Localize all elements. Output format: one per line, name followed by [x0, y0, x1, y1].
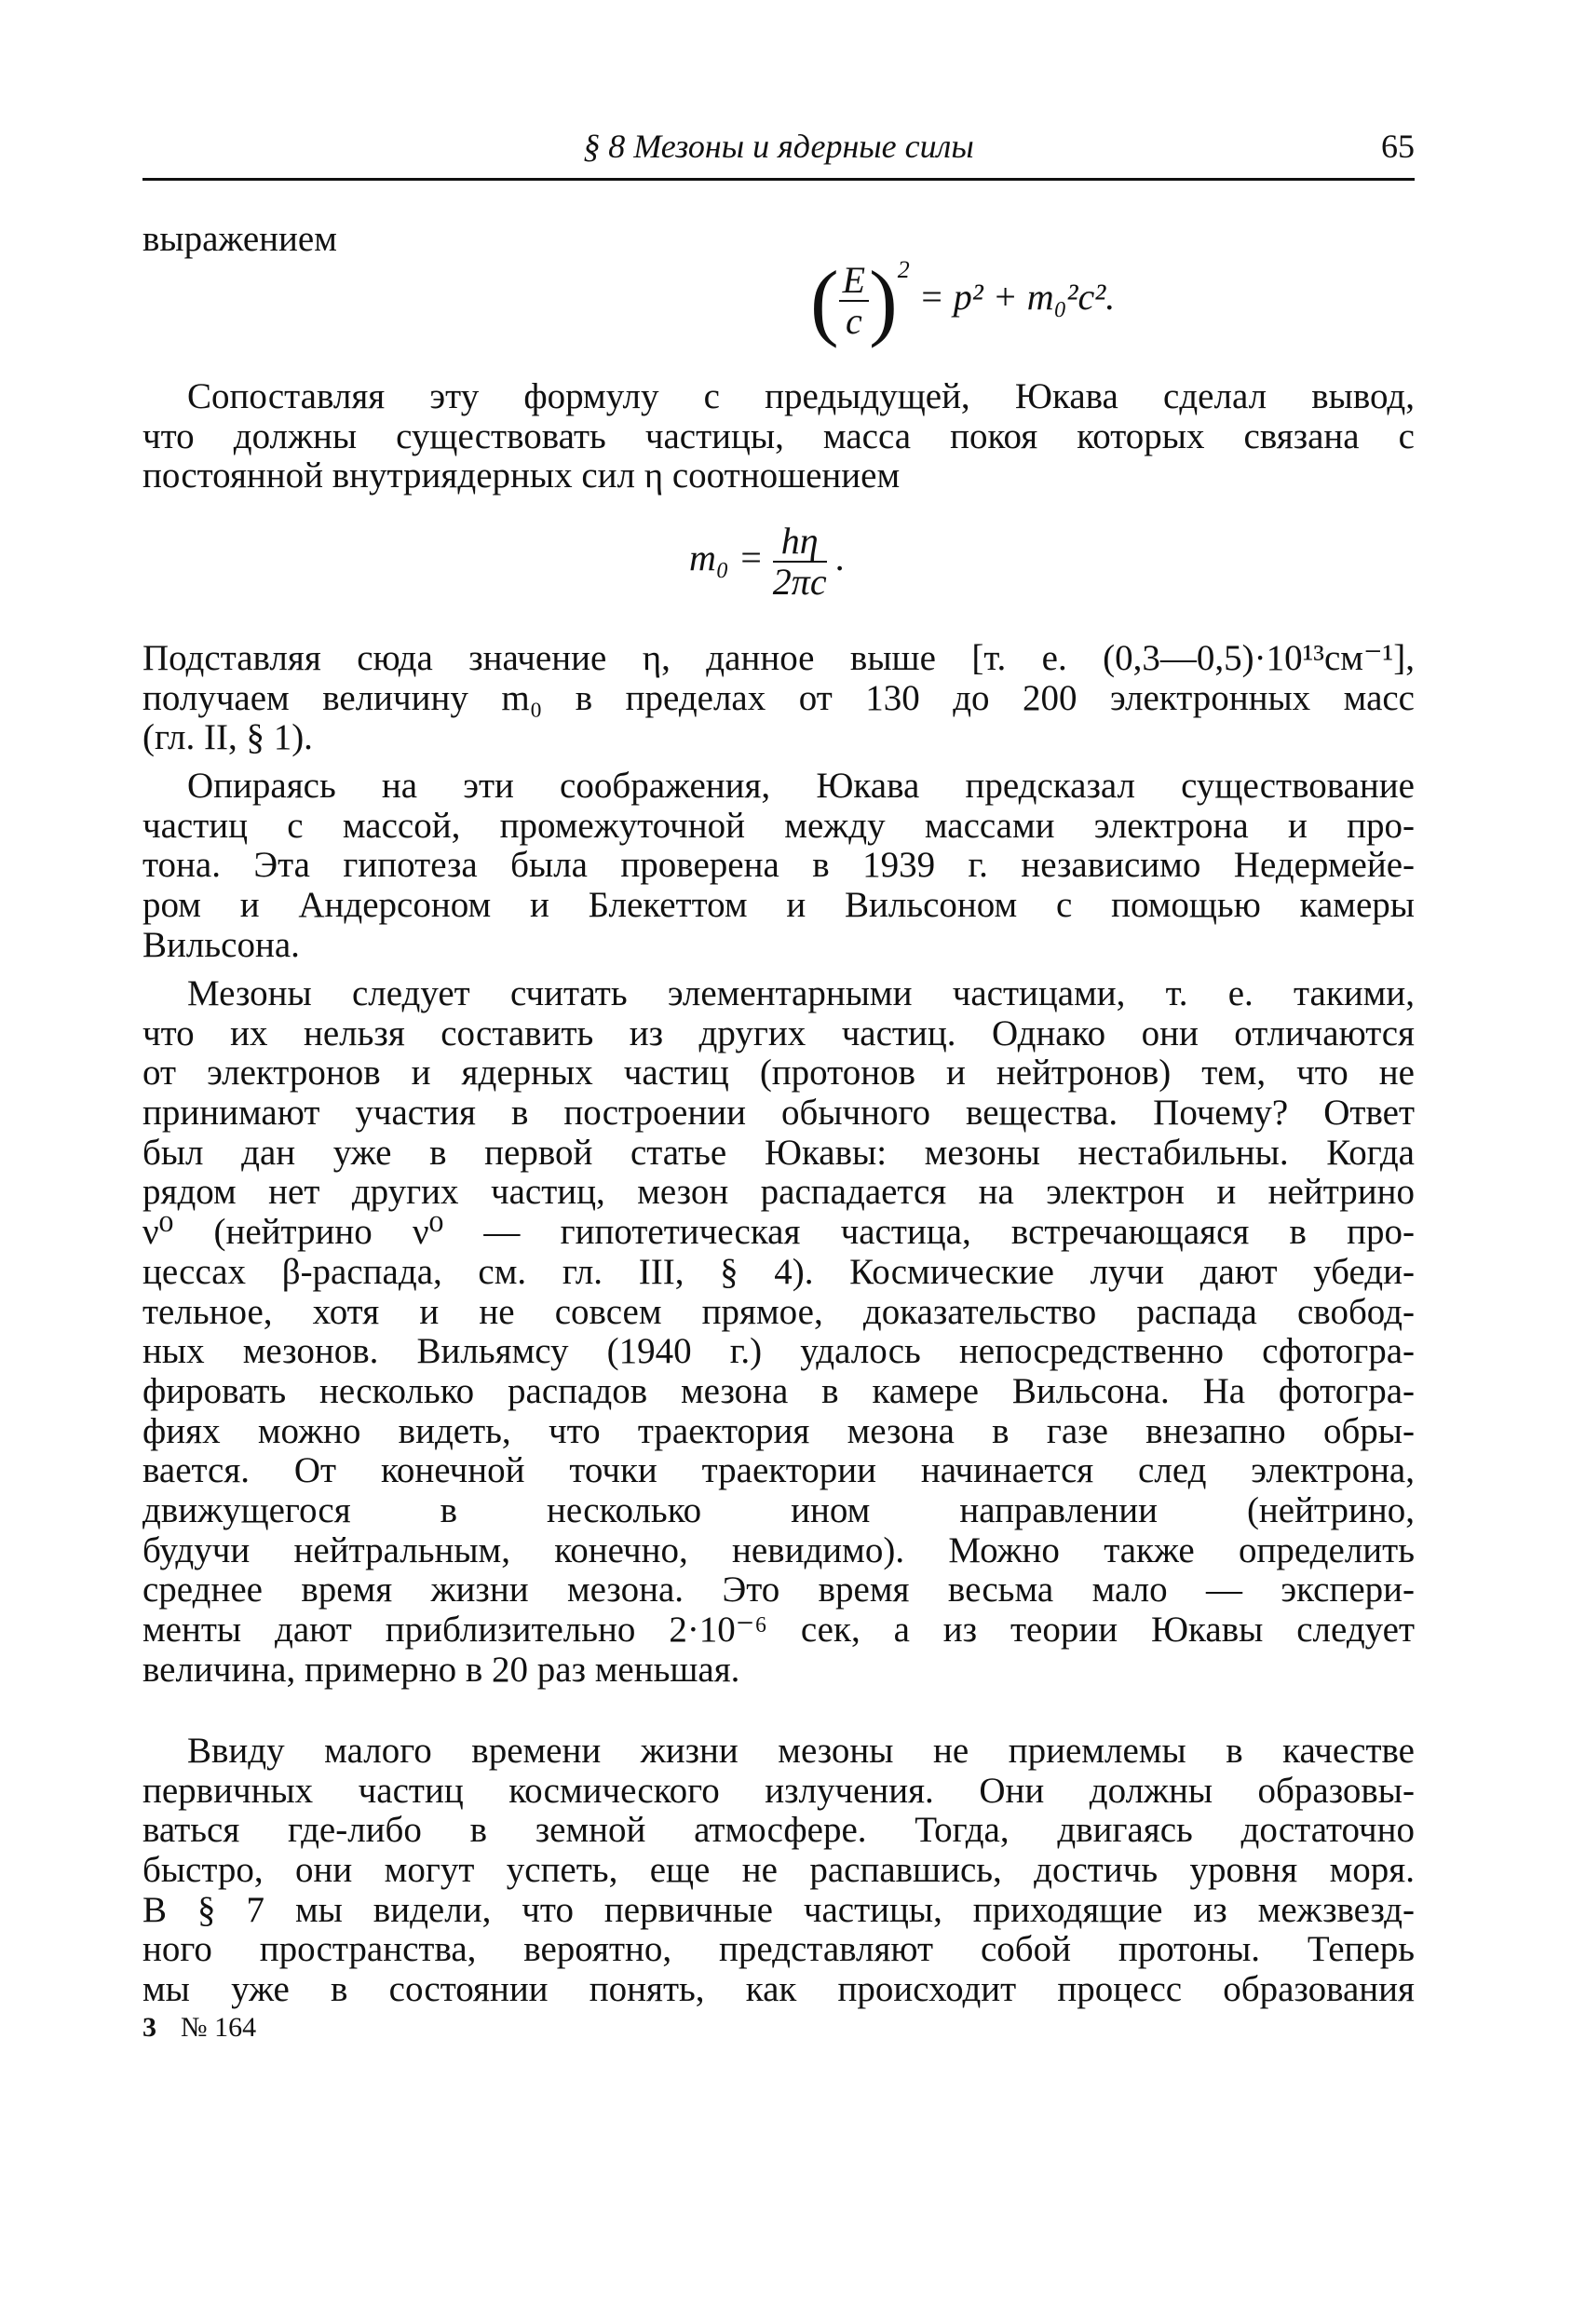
text-line: Подставляя сюда значение η, данное выше [т. е. (0,3—0,5)·10¹³см⁻¹],	[142, 638, 1415, 678]
running-head	[142, 127, 1415, 173]
formula-numerator: E	[839, 261, 869, 302]
text-line: от электронов и ядерных частиц (протонов и нейтронов) тем, что не	[142, 1053, 1415, 1094]
signature-number: 3	[142, 2012, 156, 2043]
section-title: § 8 Мезоны и ядерные силы	[583, 128, 974, 165]
formula-denominator: c	[845, 300, 862, 342]
header-rule	[142, 178, 1415, 181]
printer-signature	[142, 2012, 256, 2044]
text-line: первичных частиц космического излучения. Они должны образовы-	[142, 1770, 1415, 1811]
text-line: что их нельзя составить из других частиц. Однако они отличаются	[142, 1013, 1415, 1053]
text-line: менты дают приблизительно 2·10⁻⁶ сек, а из теории Юкавы следует	[142, 1610, 1415, 1650]
text-line: вается. От конечной точки траектории начинается след электрона,	[142, 1450, 1415, 1491]
text-line: Вильсона.	[142, 924, 300, 965]
text-line: движущегося в несколько ином направлении (нейтрино,	[142, 1489, 1415, 1530]
text-line: Опираясь на эти соображения, Юкава предсказал существование	[187, 766, 1415, 806]
formula-denominator: 2πc	[772, 561, 827, 603]
page-number: 65	[1381, 128, 1415, 165]
formula-lhs: m₀ =	[689, 537, 764, 579]
intro-line	[142, 220, 1415, 260]
text-line: ν⁰ (нейтрино ν⁰ — гипотетическая частица, встречающаяся в про-	[142, 1212, 1415, 1253]
formula-rhs: = p² + m₀²c².	[918, 276, 1116, 319]
text-line: получаем величину m₀ в пределах от 130 до 200 электронных масс	[142, 677, 1415, 718]
text-line: В § 7 мы видели, что первичные частицы, приходящие из межзвезд-	[142, 1889, 1415, 1930]
text-line: ваться где-либо в земной атмосфере. Тогда, двигаясь достаточно	[142, 1810, 1415, 1851]
formula-energy: ( $\frac{E}{c}$ )$^2$ = p² + m₀²c².	[810, 253, 1116, 348]
text-line: принимают участия в построении обычного вещества. Почему? Ответ	[142, 1093, 1415, 1134]
text-line: тельное, хотя и не совсем прямое, доказательство распада свобод-	[142, 1291, 1415, 1332]
text-line: будучи нейтральным, конечно, невидимо). Можно также определить	[142, 1529, 1415, 1570]
text-line: фиях можно видеть, что траектория мезона в газе внезапно обры-	[142, 1410, 1415, 1451]
text-line: ного пространства, вероятно, представляют собой протоны. Теперь	[142, 1929, 1415, 1970]
text-line: частиц с массой, промежуточной между массами электрона и про-	[142, 805, 1415, 846]
text-line: быстро, они могут успеть, еще не распавшись, достичь уровня моря.	[142, 1850, 1415, 1891]
order-number: № 164	[181, 2012, 257, 2043]
text-line: ром и Андерсоном и Блекеттом и Вильсоном с помощью камеры	[142, 885, 1415, 926]
paragraph-1	[142, 377, 1415, 496]
paragraph-2	[142, 639, 1415, 758]
text-line: фировать несколько распадов мезона в камере Вильсона. На фотогра-	[142, 1370, 1415, 1411]
text-line: мы уже в состоянии понять, как происходит процесс образования	[142, 1969, 1415, 2010]
text-line: Ввиду малого времени жизни мезоны не приемлемы в качестве	[187, 1731, 1415, 1771]
text-line: величина, примерно в 20 раз меньшая.	[142, 1649, 740, 1690]
text-line: Сопоставляя эту формулу с предыдущей, Юкава сделал вывод,	[187, 376, 1415, 416]
formula-numerator: hη	[773, 522, 827, 563]
text-line: рядом нет других частиц, мезон распадается на электрон и нейтрино	[142, 1172, 1415, 1213]
text-line: Мезоны следует считать элементарными частицами, т. е. такими,	[187, 973, 1415, 1013]
text-line: ных мезонов. Вильямсу (1940 г.) удалось непосредственно сфотогра-	[142, 1331, 1415, 1372]
text-line: постоянной внутриядерных сил η соотношением	[142, 455, 901, 496]
text-line: (гл. II, § 1).	[142, 717, 313, 758]
text-line: был дан уже в первой статье Юкавы: мезоны нестабильны. Когда	[142, 1132, 1415, 1173]
text-line: тона. Эта гипотеза была проверена в 1939 г. независимо Недермейе-	[142, 845, 1415, 886]
text-line: что должны существовать частицы, масса покоя которых связана с	[142, 415, 1415, 456]
paragraph-3	[142, 767, 1415, 965]
paragraph-4	[142, 974, 1415, 1690]
text-line: выражением	[142, 219, 337, 259]
text-line: цессах β-распада, см. гл. III, § 4). Космические лучи дают убеди-	[142, 1251, 1415, 1292]
formula-end: .	[835, 537, 846, 579]
text-line: среднее время жизни мезона. Это время весьма мало — экспери-	[142, 1570, 1415, 1610]
formula-mass	[689, 522, 846, 602]
formula-exponent: 2	[897, 256, 910, 284]
paragraph-5	[142, 1732, 1415, 2010]
